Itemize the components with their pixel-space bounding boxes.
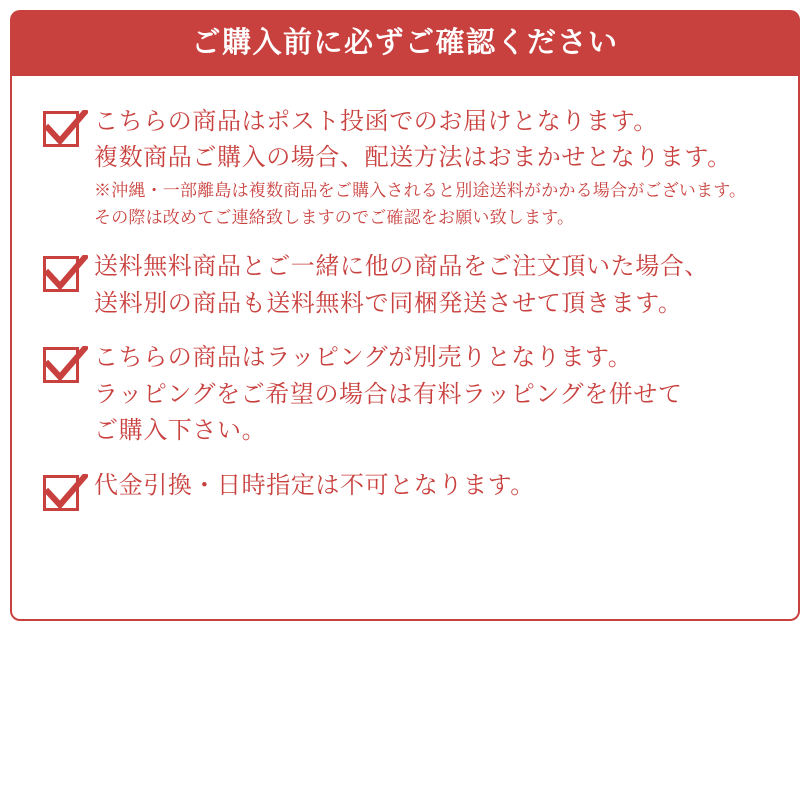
notice-header xyxy=(10,10,800,76)
notice-body xyxy=(10,76,800,621)
list-item xyxy=(42,468,768,514)
notice-line: 代金引換・日時指定は不可となります。 xyxy=(94,471,535,499)
notice-subline: その際は改めてご連絡致しますのでご確認をお願い致します。 xyxy=(94,208,575,228)
list-item-text xyxy=(94,249,768,322)
check-mark-icon xyxy=(42,474,88,514)
list-item xyxy=(42,249,768,322)
notice-subline: ※沖縄・一部離島は複数商品をご購入されると別途送料がかかる場合がございます。 xyxy=(94,180,747,200)
notice-line: 送料別の商品も送料無料で同梱発送させて頂きます。 xyxy=(94,289,683,317)
purchase-notice-card xyxy=(10,10,800,621)
notice-line: ご購入下さい。 xyxy=(94,417,267,445)
notice-line: 複数商品ご購入の場合、配送方法はおまかせとなります。 xyxy=(94,144,732,172)
list-item-text xyxy=(94,340,768,449)
notice-line: こちらの商品はラッピングが別売りとなります。 xyxy=(94,344,633,372)
list-item-text xyxy=(94,104,768,231)
notice-line: ラッピングをご希望の場合は有料ラッピングを併せて xyxy=(94,380,683,408)
list-item xyxy=(42,104,768,231)
check-mark-icon xyxy=(42,255,88,295)
list-item xyxy=(42,340,768,449)
notice-line: こちらの商品はポスト投函でのお届けとなります。 xyxy=(94,108,658,135)
list-item-text xyxy=(94,468,768,504)
check-mark-icon xyxy=(42,110,88,150)
check-mark-icon xyxy=(42,346,88,386)
notice-line: 送料無料商品とご一緒に他の商品をご注文頂いた場合、 xyxy=(94,253,709,281)
page-title: ご購入前に必ずご確認ください xyxy=(191,26,619,59)
